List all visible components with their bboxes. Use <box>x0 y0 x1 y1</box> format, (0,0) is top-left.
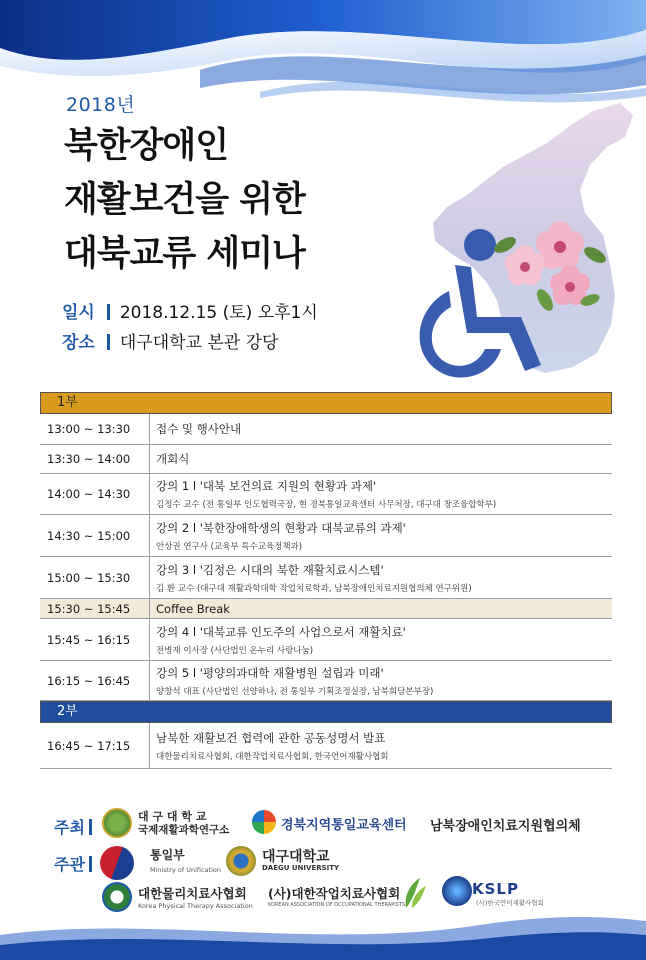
schedule-row <box>40 723 612 769</box>
event-title-line-2: 재활보건을 위한 <box>64 180 305 220</box>
date-label: 일시 <box>62 303 95 323</box>
schedule-row <box>40 619 612 661</box>
row-speaker: 전병재 이사장 (사단법인 온누리 사랑나눔) <box>156 645 314 656</box>
org-3-sub: Korea Physical Therapy Association <box>138 902 253 910</box>
org-3-name: 대한물리치료사협회 <box>138 886 247 901</box>
organizer-label: 주관 <box>54 855 85 874</box>
organizer-separator <box>89 856 92 872</box>
venue-value: 대구대학교 본관 강당 <box>119 333 279 353</box>
host-1-name: 대 구 대 학 교 <box>138 810 207 823</box>
row-title: 강의 5 l '평양의과대학 재활병원 설립과 미래' <box>156 665 384 680</box>
host-2-name: 경북지역통일교육센터 <box>281 818 407 833</box>
schedule-row <box>40 474 612 515</box>
org-2-sub: DAEGU UNIVERSITY <box>262 864 340 872</box>
row-speaker: 김정수 교수 (전 통일부 인도협력국장, 현 경북통일교육센터 사무처장, 대구대 창조융합학부) <box>156 500 497 510</box>
host-1-sub: 국제재활과학연구소 <box>138 824 230 836</box>
bottom-wave-decoration <box>0 905 646 960</box>
venue-label: 장소 <box>62 333 95 353</box>
event-title-line-1: 북한장애인 <box>64 126 229 166</box>
organizer-label-group <box>54 852 92 875</box>
daegu-univ-emblem-icon <box>102 808 132 838</box>
row-time: 16:15 ~ 16:45 <box>40 661 150 700</box>
schedule-row <box>40 414 612 445</box>
event-year: 2018년 <box>66 94 136 116</box>
row-time: 13:30 ~ 14:00 <box>40 445 150 473</box>
row-speaker: 양창석 대표 (사단법인 선양하나, 전 통일부 기획조정실장, 남북회담본부장) <box>156 686 434 697</box>
ministry-of-unification-logo-icon <box>100 846 134 880</box>
row-title: 남북한 재활보건 협력에 관한 공동성명서 발표 <box>156 730 386 745</box>
row-title: 강의 2 l '북한장애학생의 현황과 대북교류의 과제' <box>156 520 406 535</box>
row-speaker: 김 환 교수 (대구대 재활과학대학 작업치료학과, 남북장애인치료지원협의체 연구위원) <box>156 583 472 594</box>
venue-separator <box>107 334 110 350</box>
host-3-name: 남북장애인치료지원협의체 <box>430 819 581 834</box>
row-title: 강의 3 l '김정은 시대의 북한 재활치료시스템' <box>156 562 384 577</box>
row-title: 개회식 <box>156 452 190 466</box>
coffee-break-row <box>40 599 612 619</box>
row-time: 15:45 ~ 16:15 <box>40 619 150 660</box>
row-title: Coffee Break <box>156 601 230 616</box>
venue-row <box>62 328 278 353</box>
kslp-logo-icon <box>442 876 472 906</box>
org-1-name: 통일부 <box>150 848 185 862</box>
row-time: 15:30 ~ 15:45 <box>40 599 150 618</box>
schedule-row <box>40 661 612 701</box>
date-row <box>62 298 318 323</box>
date-separator <box>107 304 110 320</box>
org-5-name: KSLP <box>472 880 519 898</box>
row-time: 16:45 ~ 17:15 <box>40 723 150 768</box>
date-value: 2018.12.15 (토) 오후1시 <box>119 303 318 323</box>
row-speaker: 대한물리치료사협회, 대한작업치료사협회, 한국언어재활사협회 <box>156 751 389 762</box>
org-1-sub: Ministry of Unification <box>150 866 221 874</box>
korea-map-icon <box>433 103 633 373</box>
row-title: 강의 4 l '대북교류 인도주의 사업으로서 재활치료' <box>156 624 406 639</box>
schedule-row <box>40 515 612 557</box>
org-5-sub: (사)한국언어재활사협회 <box>476 899 544 907</box>
row-title: 강의 1 l '대북 보건의료 지원의 현황과 과제' <box>156 479 377 493</box>
row-time: 14:00 ~ 14:30 <box>40 474 150 514</box>
gyeongbuk-center-logo-icon <box>252 810 276 834</box>
event-title-line-3: 대북교류 세미나 <box>64 234 305 274</box>
schedule-row <box>40 557 612 599</box>
part-2-header: 2부 <box>40 701 612 723</box>
row-time: 14:30 ~ 15:00 <box>40 515 150 556</box>
schedule-table <box>40 392 612 769</box>
host-label-group <box>54 815 92 838</box>
org-2-name: 대구대학교 <box>262 849 330 865</box>
korea-map-wheelchair-illustration <box>375 95 645 380</box>
part-1-header: 1부 <box>40 392 612 414</box>
org-4-sub: KOREAN ASSOCIATION OF OCCUPATIONAL THERAPISTS <box>268 902 406 908</box>
row-speaker: 안상권 연구사 (교육부 특수교육정책과) <box>156 541 303 552</box>
host-label: 주최 <box>54 818 85 837</box>
org-4-name: (사)대한작업치료사협회 <box>268 886 401 901</box>
row-time: 15:00 ~ 15:30 <box>40 557 150 598</box>
row-title: 접수 및 행사안내 <box>156 422 242 436</box>
row-time: 13:00 ~ 13:30 <box>40 414 150 444</box>
daegu-university-emblem-icon <box>226 846 256 876</box>
schedule-row <box>40 445 612 474</box>
host-separator <box>89 819 92 835</box>
